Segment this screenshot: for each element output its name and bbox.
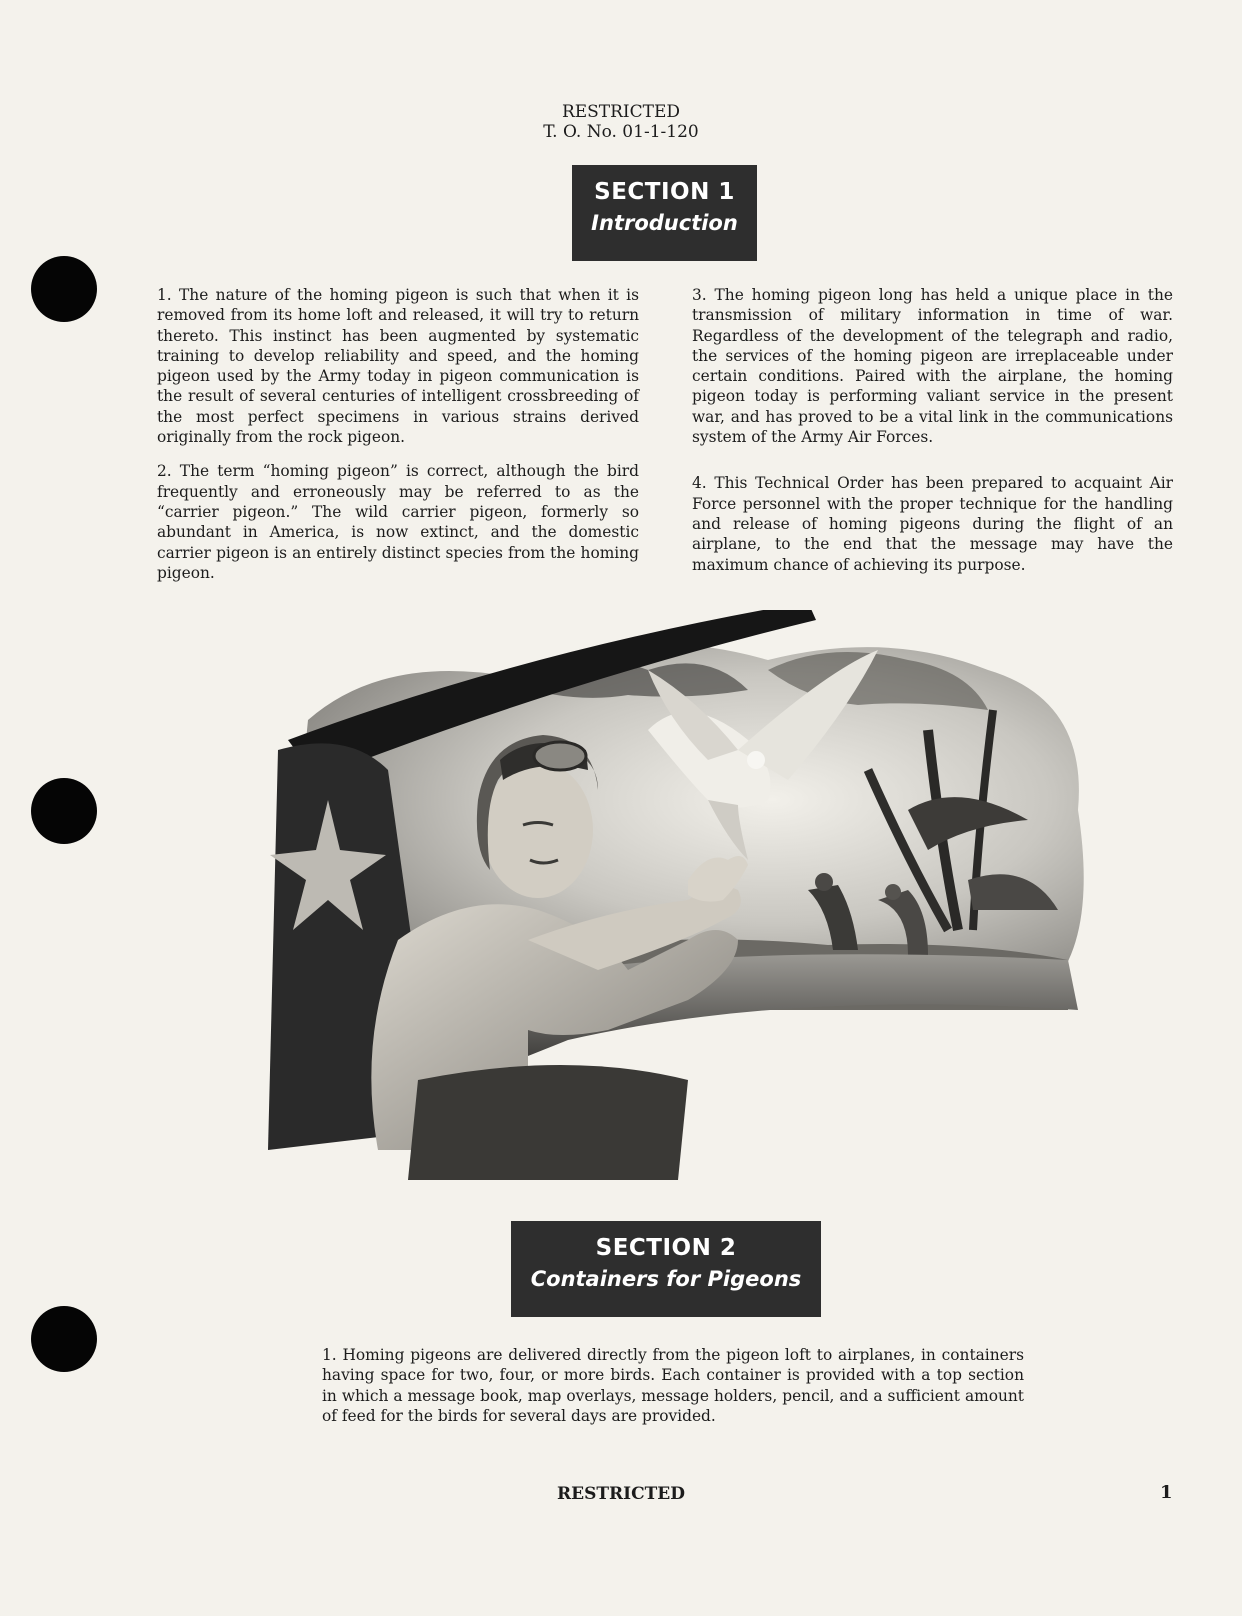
header-classification: RESTRICTED (561, 102, 681, 122)
paragraph: 1. The nature of the homing pigeon is such that when it is removed from its home loft and released, it will try to return thereto. This instinct has been augmented by systematic training to develop reliability and speed, and the homing pigeon used by the Army today in pigeon communication is the result of several centuries of intelligent crossbreeding of the most perfect specimens in various strains derived originally from the rock pigeon. (157, 286, 639, 447)
section-1-heading (572, 165, 757, 261)
footer-classification: RESTRICTED (557, 1484, 685, 1504)
binder-hole (31, 778, 97, 844)
section-2-title: Containers for Pigeons (530, 1267, 802, 1291)
binder-hole (31, 256, 97, 322)
page-number: 1 (1160, 1482, 1173, 1503)
paragraph: 4. This Technical Order has been prepared to acquaint Air Force personnel with the proper technique for the handling and release of homing pigeons during the flight of an airplane, to the end that the message may have the maximum chance of achieving its purpose. (692, 474, 1173, 574)
section-2-number: SECTION 2 (595, 1235, 737, 1261)
section-1-number: SECTION 1 (594, 179, 735, 205)
paragraph: 2. The term “homing pigeon” is correct, although the bird frequently and erroneously may be referred to as the “carrier pigeon.” The wild carrier pigeon, formerly so abundant in America, is now extinct, and the domestic carrier pigeon is an entirely distinct species from the homing pigeon. (157, 462, 639, 582)
section-1-right-column (692, 285, 1173, 589)
binder-hole (31, 1306, 97, 1372)
paragraph: 1. Homing pigeons are delivered directly from the pigeon loft to airplanes, in containers having space for two, four, or more birds. Each container is provided with a top section in which a message book, map overlays, message holders, pencil, and a sufficient amount of feed for the birds for several days are provided. (322, 1346, 1024, 1425)
header-document-number: T. O. No. 01-1-120 (543, 122, 699, 142)
pilot-releasing-pigeon-illustration (268, 610, 1108, 1180)
section-2-body (322, 1345, 1024, 1426)
section-2-heading (511, 1221, 821, 1317)
section-1-title: Introduction (591, 211, 738, 235)
paragraph: 3. The homing pigeon long has held a unique place in the transmission of military information in time of war. Regardless of the development of the telegraph and radio, the services of the homing pigeon are irreplaceable under certain conditions. Paired with the airplane, the homing pigeon today is performing valiant service in the present war, and has proved to be a vital link in the communications system of the Army Air Forces. (692, 286, 1173, 447)
page-header (0, 102, 1242, 142)
section-1-left-column (157, 285, 639, 597)
